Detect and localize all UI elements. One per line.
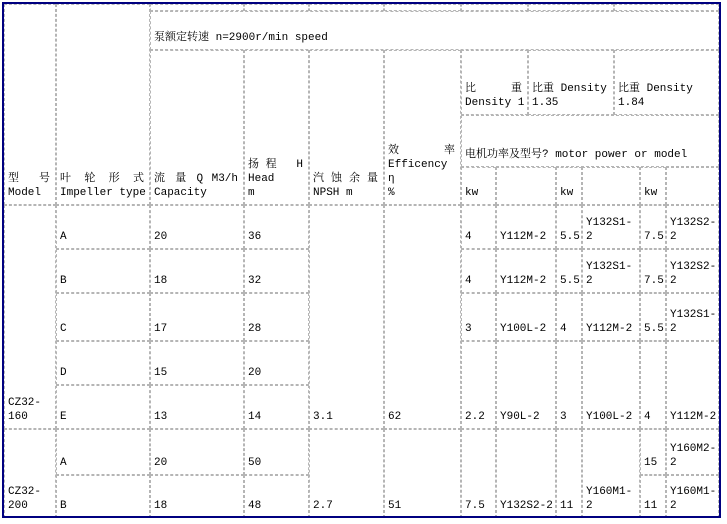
cell-motor-kw: 2.2 — [461, 341, 496, 429]
cell-motor-model: Y90L-2 — [496, 341, 556, 429]
cell-motor-model: Y132S1-2 — [582, 205, 640, 249]
cell-motor-model: Y132S2-2 — [496, 429, 556, 518]
header-density-135-text: 比重 Density 1.35 — [532, 83, 607, 109]
cell-motor-model: Y132S1-2 — [582, 249, 640, 293]
cell-impeller: D — [56, 341, 150, 385]
header-impeller-type — [56, 4, 150, 205]
header-npsh-zh: 汽 蚀 余 量 — [313, 173, 378, 185]
cell-motor-model: Y112M-2 — [496, 249, 556, 293]
cell-motor-model: Y100L-2 — [496, 293, 556, 341]
header-kw-3: kw — [640, 167, 666, 205]
header-motor-model-1 — [496, 167, 556, 205]
cell-impeller: C — [56, 293, 150, 341]
header-impeller-zh: 叶 轮 形 式 — [60, 173, 144, 185]
header-density-1-zh: 比 重 — [465, 83, 522, 95]
cell-model: CZ32-200 — [4, 429, 56, 518]
cell-model: CZ32-160 — [4, 205, 56, 429]
cell-capacity: 13 — [150, 385, 244, 429]
cell-impeller: E — [56, 385, 150, 429]
pump-spec-table — [4, 4, 719, 518]
cell-head: 48 — [244, 475, 309, 518]
header-efficiency-zh: 效 率 — [388, 145, 455, 157]
header-capacity-en: Capacity — [154, 187, 207, 199]
pump-spec-window-frame — [2, 2, 721, 518]
cell-motor-kw: 5.5 — [640, 293, 666, 341]
cell-head: 14 — [244, 385, 309, 429]
cell-motor-kw: 11 — [640, 475, 666, 518]
cell-motor-kw: 4 — [461, 249, 496, 293]
cell-motor-kw: 15 — [640, 429, 666, 475]
cell-impeller: B — [56, 249, 150, 293]
header-rated-speed — [150, 11, 719, 50]
cell-motor-kw: 5.5 — [556, 205, 582, 249]
cell-motor-kw: 11 — [556, 429, 582, 518]
cell-capacity: 15 — [150, 341, 244, 385]
cell-impeller: A — [56, 205, 150, 249]
header-density-135 — [528, 50, 614, 115]
cell-impeller: B — [56, 475, 150, 518]
header-efficiency-unit: % — [388, 187, 395, 199]
header-density-1 — [461, 50, 528, 115]
cell-head: 50 — [244, 429, 309, 475]
spacer-cell — [384, 4, 461, 11]
header-motor-power-text: 电机功率及型号? motor power or model — [465, 149, 688, 161]
header-npsh-en: NPSH m — [313, 187, 353, 199]
rated-speed-text: 泵额定转速 n=2900r/min speed — [154, 32, 328, 44]
cell-motor-kw: 4 — [556, 293, 582, 341]
cell-motor-model: Y112M-2 — [582, 293, 640, 341]
header-motor-model-2 — [582, 167, 640, 205]
header-kw-1: kw — [461, 167, 496, 205]
header-efficiency-en: Efficency η — [388, 159, 448, 185]
cell-motor-kw: 7.5 — [461, 429, 496, 518]
cell-motor-model: Y132S2-2 — [666, 205, 719, 249]
cell-motor-model: Y112M-2 — [666, 341, 719, 429]
cell-motor-model: Y160M1-2 — [666, 475, 719, 518]
header-density-184 — [614, 50, 719, 115]
header-model-en: Model — [8, 187, 42, 199]
cell-head: 28 — [244, 293, 309, 341]
spacer-cell — [309, 4, 384, 11]
cell-efficiency: 62 — [384, 205, 461, 429]
cell-npsh: 3.1 — [309, 205, 384, 429]
spacer-cell — [244, 4, 309, 11]
cell-capacity: 17 — [150, 293, 244, 341]
header-density-1-en: Density 1 — [465, 97, 525, 109]
cell-capacity: 20 — [150, 205, 244, 249]
header-model — [4, 4, 56, 205]
cell-npsh: 2.7 — [309, 429, 384, 518]
cell-motor-kw: 7.5 — [640, 205, 666, 249]
header-density-184-text: 比重 Density 1.84 — [618, 83, 693, 109]
cell-capacity: 20 — [150, 429, 244, 475]
cell-head: 20 — [244, 341, 309, 385]
header-kw-2: kw — [556, 167, 582, 205]
header-capacity-zh: 流 量 Q M3/h — [154, 173, 238, 185]
spacer-cell — [528, 4, 614, 11]
cell-motor-model: Y160M2-2 — [666, 429, 719, 475]
cell-motor-kw: 4 — [640, 341, 666, 429]
cell-motor-model: Y160M1-2 — [582, 429, 640, 518]
cell-impeller: A — [56, 429, 150, 475]
spacer-cell — [150, 4, 244, 11]
header-impeller-en: Impeller type — [60, 187, 146, 199]
cell-motor-model: Y112M-2 — [496, 205, 556, 249]
spacer-cell — [614, 4, 719, 11]
cell-motor-model: Y132S1-2 — [666, 293, 719, 341]
cell-motor-kw: 7.5 — [640, 249, 666, 293]
cell-motor-kw: 4 — [461, 205, 496, 249]
cell-head: 32 — [244, 249, 309, 293]
header-capacity — [150, 50, 244, 205]
header-head-en: m — [248, 187, 255, 199]
header-head-zh: 扬程 H Head — [248, 159, 303, 185]
header-npsh — [309, 50, 384, 205]
cell-motor-kw: 5.5 — [556, 249, 582, 293]
header-head — [244, 50, 309, 205]
cell-head: 36 — [244, 205, 309, 249]
spacer-cell — [461, 4, 528, 11]
cell-capacity: 18 — [150, 249, 244, 293]
cell-motor-kw: 3 — [461, 293, 496, 341]
cell-capacity: 18 — [150, 475, 244, 518]
header-motor-model-3 — [666, 167, 719, 205]
header-motor-power — [461, 115, 719, 167]
header-efficiency — [384, 50, 461, 205]
cell-motor-model: Y132S2-2 — [666, 249, 719, 293]
cell-efficiency: 51 — [384, 429, 461, 518]
header-model-zh: 型 号 — [8, 173, 50, 185]
cell-motor-kw: 3 — [556, 341, 582, 429]
cell-motor-model: Y100L-2 — [582, 341, 640, 429]
